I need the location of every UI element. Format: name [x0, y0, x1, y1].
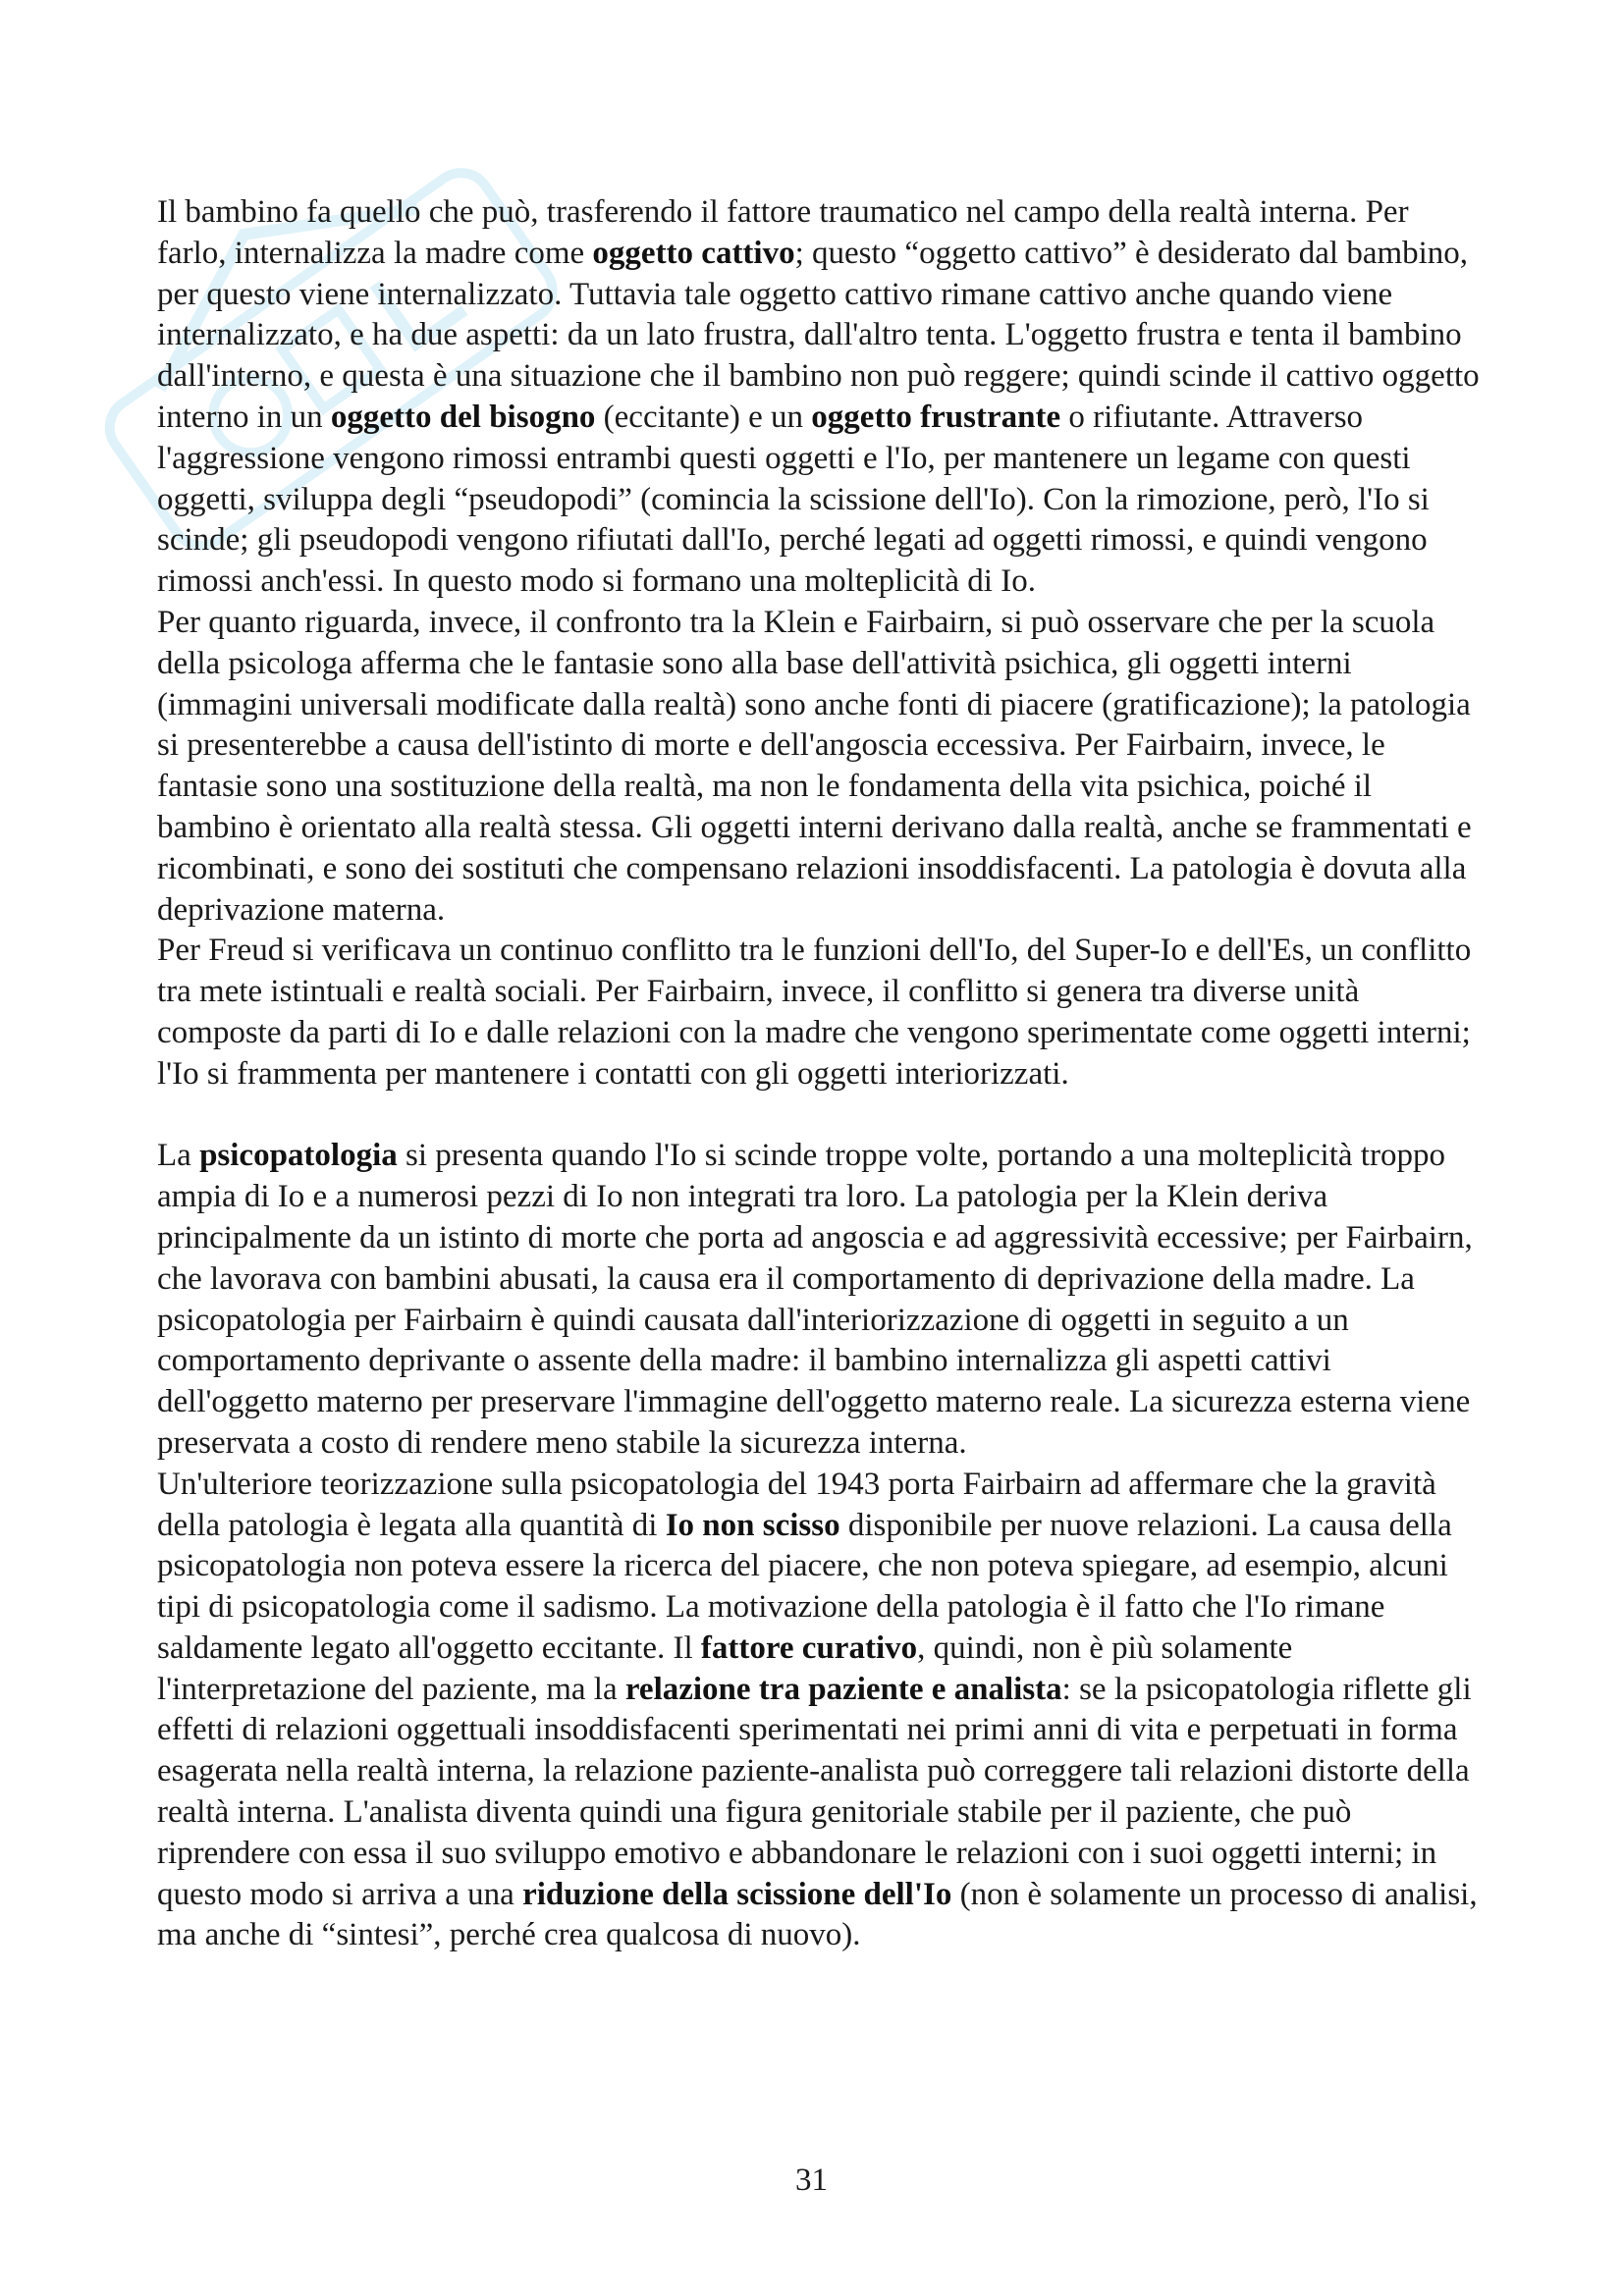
text-run: Per Freud si verificava un continuo conflitto tra le funzioni dell'Io, del Super-Io e dell'Es, un conflitto tra mete istintuali e realtà sociali. Per Fairbairn, invece, il conflitto si genera tra diverse unità composte da parti di Io e dalle relazioni con la madre che vengono sperimentate come oggetti interni; l'Io si frammenta per mantenere i contatti con gli oggetti interiorizzati.: [157, 933, 1472, 1092]
paragraph-klein-comparison: [157, 603, 1485, 931]
bold-term: oggetto cattivo: [592, 235, 795, 271]
text-run: si presenta quando l'Io si scinde troppe volte, portando a una molteplicità troppo ampia di Io e a numerosi pezzi di Io non integrati tra loro. La patologia per la Klein deriva principalmente da un istinto di morte che porta ad angoscia e ad aggressività eccessive; per Fairbairn, che lavorava con bambini abusati, la causa era il comportamento di deprivazione della madre. La psicopatologia per Fairbairn è quindi causata dall'interiorizzazione di oggetti in seguito a un comportamento deprivante o assente della madre: il bambino internalizza gli aspetti cattivi dell'oggetto materno per preservare l'immagine dell'oggetto materno reale. La sicurezza esterna viene preservata a costo di rendere meno stabile la sicurezza interna.: [157, 1138, 1473, 1461]
bold-term: relazione tra paziente e analista: [624, 1671, 1062, 1707]
paragraph-fattore-curativo: [157, 1465, 1485, 1957]
bold-term: psicopatologia: [199, 1138, 398, 1174]
text-run: disponibile per nuove relazioni. La causa della psicopatologia non poteva essere la ricerca del piacere, che non poteva spiegare, ad esempio, alcuni tipi di psicopatologia come il sadismo. La motivazione della patologia è il fatto che l'Io rimane saldamente legato all'oggetto eccitante. Il: [157, 1507, 1452, 1666]
bold-term: oggetto frustrante: [811, 399, 1061, 435]
text-run: Un'ulteriore teorizzazione sulla psicopatologia del 1943 porta Fairbairn ad affermare che la gravità della patologia è legata alla quantità di: [157, 1466, 1436, 1543]
text-run: La: [157, 1138, 200, 1174]
text-run: : se la psicopatologia riflette gli effetti di relazioni oggettuali insoddisfacenti sperimentati nei primi anni di vita e perpetuati in forma esagerata nella realtà interna, la relazione paziente-analista può correggere tali relazioni distorte della realtà interna. L'analista diventa quindi una figura genitoriale stabile per il paziente, che può riprendere con essa il suo sviluppo emotivo e abbandonare le relazioni con i suoi oggetti interni; in questo modo si arriva a una: [157, 1671, 1472, 1912]
bold-term: riduzione della scissione dell'Io: [522, 1876, 952, 1912]
text-run: , quindi, non è più solamente l'interpretazione del paziente, ma la: [157, 1629, 1293, 1707]
bold-term: Io non scisso: [665, 1507, 840, 1543]
paragraph-internalization: [157, 192, 1485, 603]
text-run: (eccitante) e un: [595, 399, 812, 435]
bold-term: oggetto del bisogno: [330, 399, 596, 435]
text-run: o rifiutante. Attraverso l'aggressione vengono rimossi entrambi questi oggetti e l'Io, per mantenere un legame con questi oggetti, sviluppa degli “pseudopodi” (comincia la scissione dell'Io). Con la rimozione, però, l'Io si scinde; gli pseudopodi vengono rifiutati dall'Io, perché legati ad oggetti rimossi, e quindi vengono rimossi anch'essi. In questo modo si formano una molteplicità di Io.: [157, 399, 1430, 600]
text-run: Per quanto riguarda, invece, il confronto tra la Klein e Fairbairn, si può osservare che per la scuola della psicologa afferma che le fantasie sono alla base dell'attività psichica, gli oggetti interni (immagini universali modificate dalla realtà) sono anche fonti di piacere (gratificazione); la patologia si presenterebbe a causa dell'istinto di morte e dell'angoscia eccessiva. Per Fairbairn, invece, le fantasie sono una sostituzione della realtà, ma non le fondamenta della vita psichica, poiché il bambino è orientato alla realtà stessa. Gli oggetti interni derivano dalla realtà, anche se frammentati e ricombinati, e sono dei sostituti che compensano relazioni insoddisfacenti. La patologia è dovuta alla deprivazione materna.: [157, 604, 1472, 928]
paragraph-freud-conflict: [157, 931, 1485, 1095]
document-body: [157, 192, 1485, 1956]
paragraph-psicopatologia: [157, 1136, 1485, 1464]
paragraph-spacer: [157, 1095, 1485, 1137]
page-number: 31: [795, 2163, 828, 2198]
bold-term: fattore curativo: [700, 1629, 918, 1666]
text-run: ; questo “oggetto cattivo” è desiderato dal bambino, per questo viene internalizzato. Tuttavia tale oggetto cattivo rimane cattivo anche quando viene internalizzato, e ha due aspetti: da un lato frustra, dall'altro tenta. L'oggetto frustra e tenta il bambino dall'interno, e questa è una situazione che il bambino non può reggere; quindi scinde il cattivo oggetto interno in un: [157, 235, 1480, 435]
text-run: Il bambino fa quello che può, trasferendo il fattore traumatico nel campo della realtà interna. Per farlo, internalizza la madre come: [157, 194, 1409, 271]
text-run: (non è solamente un processo di analisi, ma anche di “sintesi”, perché crea qualcosa di nuovo).: [157, 1876, 1478, 1953]
